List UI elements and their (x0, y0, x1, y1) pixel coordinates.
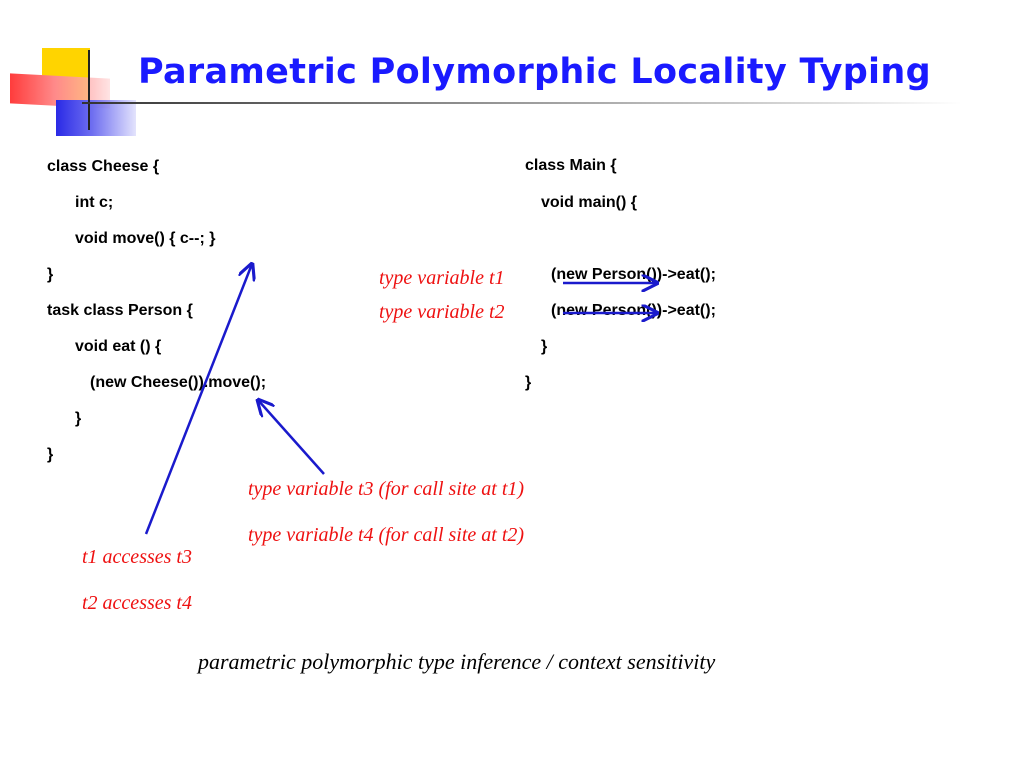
arrow-t1-access (146, 264, 252, 534)
arrow-t3-to-call (258, 400, 324, 474)
code-line: } (75, 410, 82, 427)
annotation-t4: type variable t4 (for call site at t2) (248, 524, 525, 546)
code-line: task class Person { (47, 302, 193, 319)
code-line: int c; (75, 194, 114, 211)
slide-title: Parametric Polymorphic Locality Typing (138, 52, 931, 92)
code-line: (new Person())->eat(); (551, 302, 716, 319)
code-line: } (47, 446, 54, 463)
code-line: } (525, 374, 532, 391)
annotation-t1: type variable t1 (379, 267, 505, 289)
code-line: class Main { (525, 157, 617, 174)
code-line: void main() { (541, 194, 638, 211)
code-line: void eat () { (75, 338, 162, 355)
code-line: } (541, 338, 548, 355)
annotation-t1-accesses: t1 accesses t3 (82, 546, 192, 568)
annotation-t2: type variable t2 (379, 301, 505, 323)
code-line: } (47, 266, 54, 283)
annotation-t2-accesses: t2 accesses t4 (82, 592, 192, 614)
annotation-t3: type variable t3 (for call site at t1) (248, 478, 525, 500)
code-line: (new Cheese()).move(); (90, 374, 267, 391)
code-line: void move() { c--; } (75, 230, 216, 247)
footer-caption: parametric polymorphic type inference / context sensitivity (198, 649, 716, 674)
code-line: class Cheese { (47, 158, 160, 175)
code-line: (new Person())->eat(); (551, 266, 716, 283)
